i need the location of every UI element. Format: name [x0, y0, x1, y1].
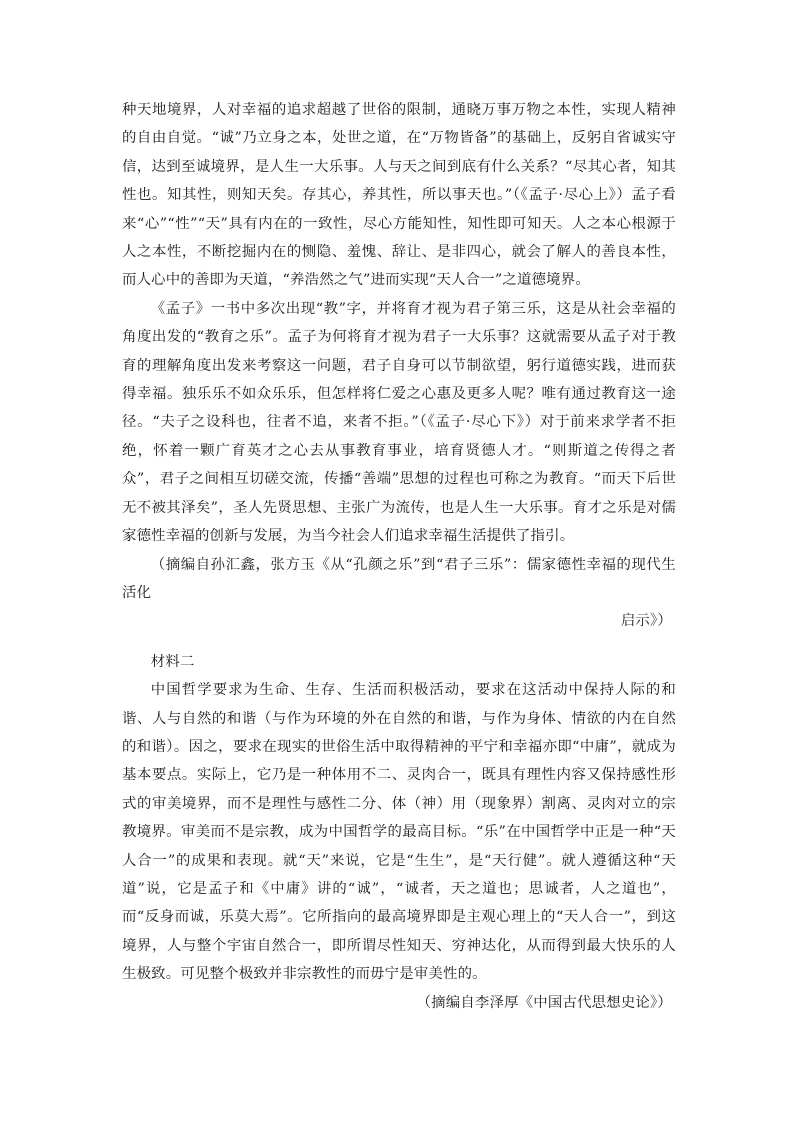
material-one-continuation: 种天地境界，人对幸福的追求超越了世俗的限制，通晓万事万物之本性，实现人精神的自由自觉。“诚”乃立身之本，处世之道，在“万物皆备”的基础上，反躬自省诚实守信，达到至诚境界，是人生一大乐事。人与天之间到底有什么关系？“尽其心者，知其性也。知其性，则知天矣。存其心，养其性，所以事天也。”（《孟子·尽心上》）孟子看来“心”“性”“天”具有内在的一致性，尽心方能知性，知性即可知天。人之本心根源于人之本性，不断挖掘内在的恻隐、羞愧、辞让、是非四心，就会了解人的善良本性，而人心中的善即为天道，“养浩然之气”进而实现“天人合一”之道德境界。 [122, 102, 676, 289]
material-one-source-line-1: （摘编自孙汇鑫，张方玉《从“孔颜之乐”到“君子三乐”：儒家德性幸福的现代生活化 [122, 556, 676, 601]
material-two [122, 648, 676, 1017]
material-two-paragraph: 中国哲学要求为生命、生存、生活而积极活动，要求在这活动中保持人际的和谐、人与自然的和谐（与作为环境的外在自然的和谐，与作为身体、情欲的内在自然的和谐）。因之，要求在现实的世俗生活中取得精神的平宁和幸福亦即“中庸”，就成为基本要点。实际上，它乃是一种体用不二、灵肉合一，既具有理性内容又保持感性形式的审美境界，而不是理性与感性二分、体（神）用（现象界）割离、灵肉对立的宗教境界。审美而不是宗教，成为中国哲学的最高目标。“乐”在中国哲学中正是一种“天人合一”的成果和表现。就“天”来说，它是“生生”，是“天行健”。就人遵循这种“天道”说，它是孟子和《中庸》讲的“诚”，“诚者，天之道也；思诚者，人之道也”，而“反身而诚，乐莫大焉”。它所指向的最高境界即是主观心理上的“天人合一”，到这境界，人与整个宇宙自然合一，即所谓尽性知天、穷神达化，从而得到最大快乐的人生极致。可见整个极致并非宗教性的而毋宁是审美性的。 [122, 682, 676, 983]
material-one-paragraph-2: 《孟子》一书中多次出现“教”字，并将育才视为君子第三乐，这是从社会幸福的角度出发的“教育之乐”。孟子为何将育才视为君子一大乐事？这就需要从孟子对于教育的理解角度出发来考察这一问题，君子自身可以节制欲望，躬行道德实践，进而获得幸福。独乐乐不如众乐乐，但怎样将仁爱之心惠及更多人呢？唯有通过教育这一途径。“夫子之设科也，往者不追，来者不拒。”（《孟子·尽心下》）对于前来求学者不拒绝，怀着一颗广育英才之心去从事教育事业，培育贤德人才。“则斯道之传得之者众”，君子之间相互切磋交流，传播“善端”思想的过程也可称之为教育。“而天下后世无不被其泽矣”，圣人先贤思想、主张广为流传，也是人生一大乐事。育才之乐是对儒家德性幸福的创新与发展，为当今社会人们追求幸福生活提供了指引。 [122, 300, 676, 545]
material-one [122, 96, 676, 636]
material-two-source: （摘编自李泽厚《中国古代思想史论》） [416, 994, 672, 1011]
material-two-heading: 材料二 [150, 653, 195, 670]
material-one-source-line-2: 启示》） [620, 613, 672, 630]
